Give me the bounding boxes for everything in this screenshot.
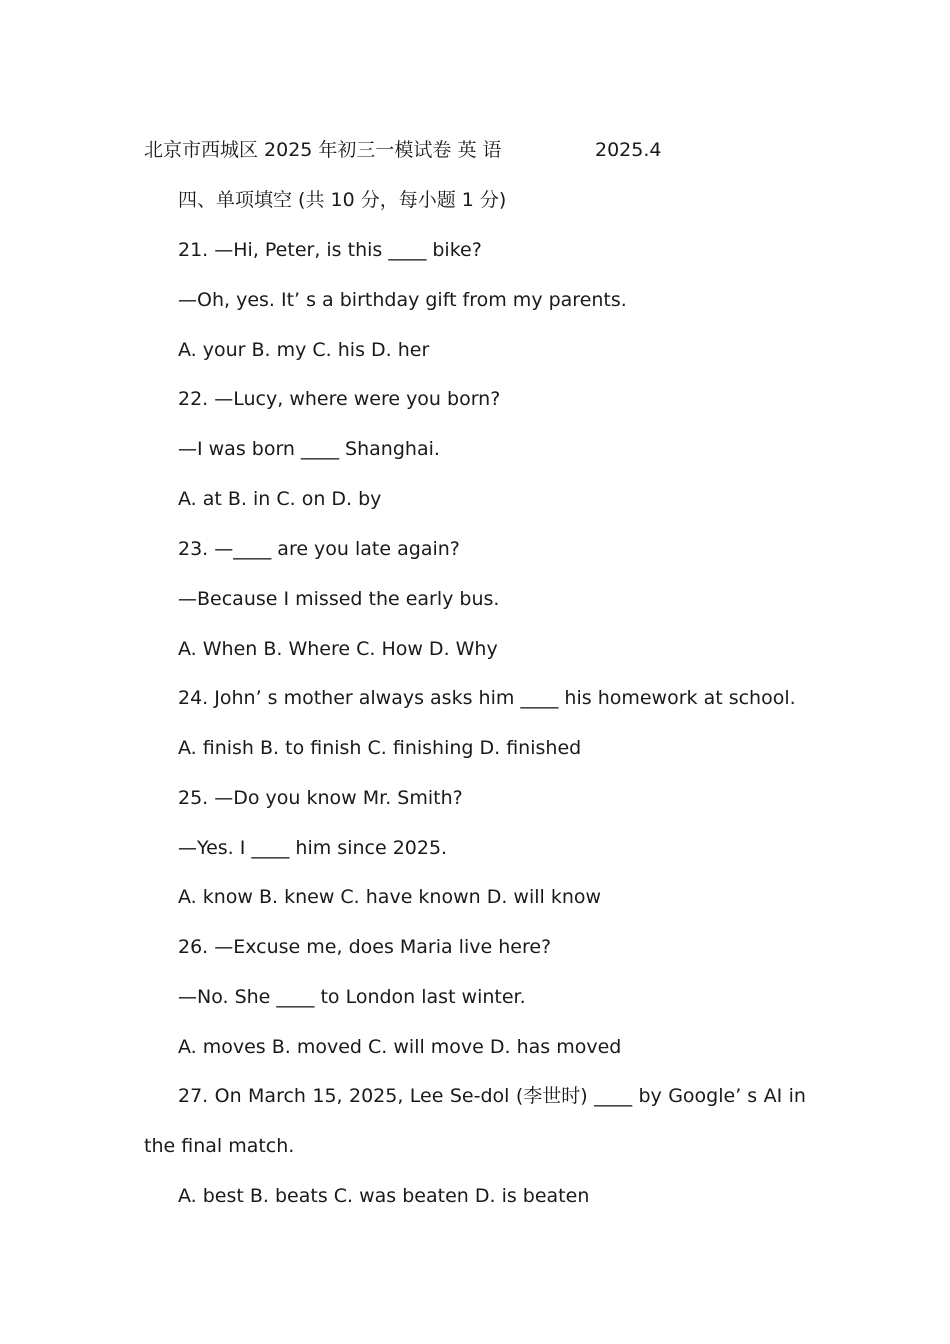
q27-word: (李世时) (515, 1085, 588, 1107)
q27-word: Google’ s (668, 1085, 758, 1107)
q27-word: 15, (312, 1085, 343, 1107)
q27-word: March (248, 1085, 306, 1107)
question-23-options: A. When B. Where C. How D. Why (178, 638, 498, 660)
question-23-reply: —Because I missed the early bus. (178, 588, 500, 610)
question-21-reply: —Oh, yes. It’ s a birthday gift from my parents. (178, 289, 627, 311)
q27-word: 27. (178, 1085, 209, 1107)
question-26-options: A. moves B. moved C. will move D. has moved (178, 1036, 622, 1058)
question-27-continuation: the final match. (144, 1135, 295, 1157)
q27-word: AI (763, 1085, 783, 1107)
question-27-stem (178, 1083, 806, 1109)
section-title: 四、单项填空 (共 10 分，每小题 1 分) (178, 189, 507, 211)
q27-word: in (788, 1085, 806, 1107)
question-21-options: A. your B. my C. his D. her (178, 339, 430, 361)
q27-word: Se-dol (449, 1085, 510, 1107)
q27-word: by (638, 1085, 662, 1107)
exam-title: 北京市西城区 2025 年初三一模试卷 英 语 (144, 139, 502, 161)
question-22-options: A. at B. in C. on D. by (178, 488, 382, 510)
question-26-stem: 26. —Excuse me, does Maria live here? (178, 936, 552, 958)
question-22-stem: 22. —Lucy, where were you born? (178, 388, 501, 410)
question-25-reply: —Yes. I ____ him since 2025. (178, 837, 448, 859)
question-25-options: A. know B. knew C. have known D. will know (178, 886, 602, 908)
question-22-reply: —I was born ____ Shanghai. (178, 438, 440, 460)
question-27-options: A. best B. beats C. was beaten D. is beaten (178, 1185, 590, 1207)
question-24-stem: 24. John’ s mother always asks him ____ his homework at school. (178, 687, 796, 709)
q27-word: ____ (594, 1085, 633, 1107)
exam-date: 2025.4 (595, 139, 662, 161)
question-26-reply: —No. She ____ to London last winter. (178, 986, 526, 1008)
question-21-stem: 21. —Hi, Peter, is this ____ bike? (178, 239, 482, 261)
question-23-stem: 23. —____ are you late again? (178, 538, 460, 560)
question-25-stem: 25. —Do you know Mr. Smith? (178, 787, 463, 809)
question-24-options: A. finish B. to finish C. finishing D. finished (178, 737, 582, 759)
q27-word: On (214, 1085, 242, 1107)
q27-word: 2025, (348, 1085, 404, 1107)
q27-word: Lee (409, 1085, 444, 1107)
